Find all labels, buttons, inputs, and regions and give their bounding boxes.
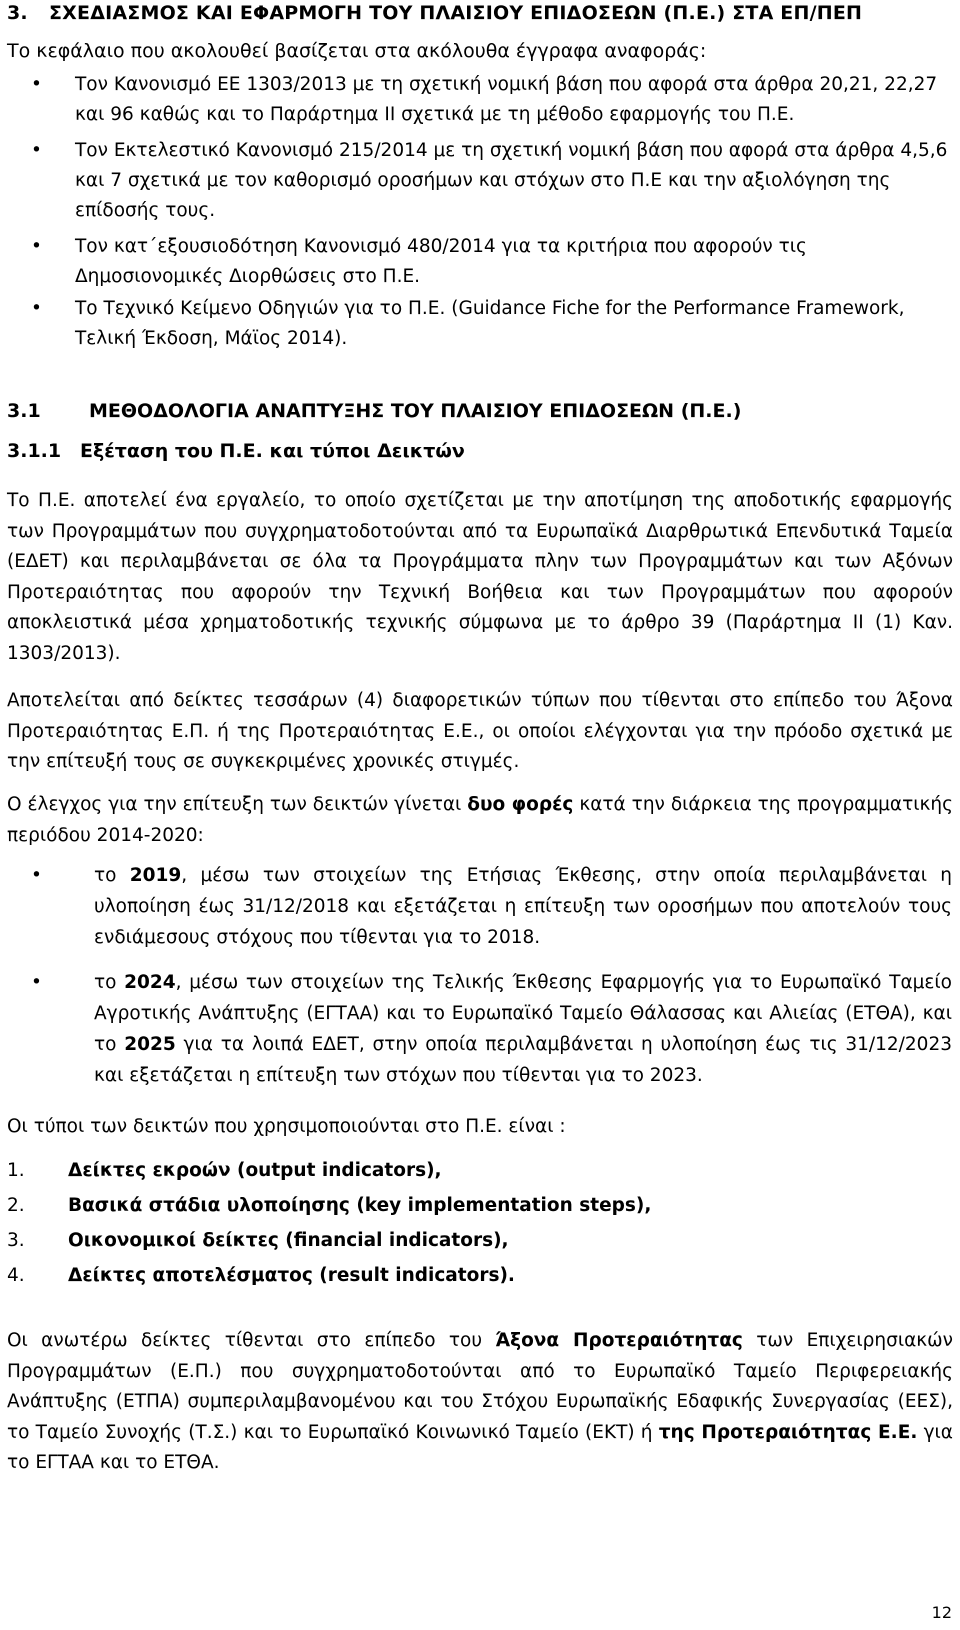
bullet-icon: • xyxy=(31,140,42,161)
chapter-title: ΣΧΕΔΙΑΣΜΟΣ ΚΑΙ ΕΦΑΡΜΟΓΗ ΤΟΥ ΠΛΑΙΣΙΟΥ ΕΠΙΔΟΣΕΩΝ (Π.Ε.) ΣΤΑ ΕΠ/ΠΕΠ xyxy=(49,2,863,24)
indicator-type-item: 3. Οικονομικοί δείκτες (financial indicators), xyxy=(7,1230,509,1251)
chapter-number: 3. xyxy=(7,2,28,24)
paragraph-indicator-types: Αποτελείται από δείκτες τεσσάρων (4) διαφορετικών τύπων που τίθενται στο επίπεδο του Άξονα Προτεραιότητας Ε.Π. ή της Προτεραιότητας Ε.Ε., οι οποίοι ελέγχονται για την πρόοδο σχετικά με την επίτευξή τους σε συγκεκριμένες χρονικές στιγμές. xyxy=(7,690,953,772)
indicator-type-item: 2. Βασικά στάδια υλοποίησης (key implementation steps), xyxy=(7,1195,652,1216)
bullet-icon: • xyxy=(31,865,42,886)
emphasis-text: δυο φορές xyxy=(467,794,574,815)
bullet-icon: • xyxy=(31,298,42,319)
page-number: 12 xyxy=(931,1603,952,1622)
indicator-type-item: 1. Δείκτες εκροών (output indicators), xyxy=(7,1160,442,1181)
bullet-icon: • xyxy=(31,972,42,993)
indicator-type-item: 4. Δείκτες αποτελέσματος (result indicators). xyxy=(7,1265,515,1286)
types-intro: Οι τύποι των δεικτών που χρησιμοποιούνται στο Π.Ε. είναι : xyxy=(7,1116,566,1137)
indicator-types-list xyxy=(0,1158,960,1298)
check-item: • το 2019, μέσω των στοιχείων της Ετήσιας Έκθεσης, στην οποία περιλαμβάνεται η υλοποίηση έως 31/12/2018 και εξετάζεται η επίτευξη των οροσήμων που αποτελούν τους ενδιάμεσους στόχους που τίθενται για το 2018. xyxy=(0,860,960,953)
section-heading-3-1-1 xyxy=(7,440,465,462)
bullet-icon: • xyxy=(31,74,42,95)
reference-item: • Το Τεχνικό Κείμενο Οδηγιών για το Π.Ε. (Guidance Fiche for the Performance Framework, Τελική Έκδοση, Μάϊος 2014). xyxy=(0,294,960,354)
chapter-heading xyxy=(7,2,862,24)
reference-list xyxy=(0,70,960,360)
section-title: ΜΕΘΟΔΟΛΟΓΙΑ ΑΝΑΠΤΥΞΗΣ ΤΟΥ ΠΛΑΙΣΙΟΥ ΕΠΙΔΟΣΕΩΝ (Π.Ε.) xyxy=(89,400,742,422)
paragraph-priority-axis: Οι ανωτέρω δείκτες τίθενται στο επίπεδο του Άξονα Προτεραιότητας των Επιχειρησιακών Προγραμμάτων (Ε.Π.) που συγχρηματοδοτούνται από το Ευρωπαϊκό Ταμείο Περιφερειακής Ανάπτυξης (ΕΤΠΑ) συμπεριλαμβανομένου και του Στόχου Ευρωπαϊκής Εδαφικής Συνεργασίας (ΕΕΣ), το Ταμείο Συνοχής (Τ.Σ.) και το Ευρωπαϊκό Κοινωνικό Ταμείο (ΕΚΤ) ή της Προτεραιότητας Ε.Ε. για το ΕΓΤΑΑ και το ΕΤΘΑ. xyxy=(7,1330,954,1473)
intro-text: Το κεφάλαιο που ακολουθεί βασίζεται στα ακόλουθα έγγραφα αναφοράς: xyxy=(7,40,707,62)
section-heading-3-1 xyxy=(7,400,741,422)
check-item: • το 2024, μέσω των στοιχείων της Τελικής Έκθεσης Εφαρμογής για το Ευρωπαϊκό Ταμείο Αγροτικής Ανάπτυξης (ΕΓΤΑΑ) και το Ευρωπαϊκό Ταμείο Θάλασσας και Αλιείας (ΕΤΘΑ), και το 2025 για τα λοιπά ΕΔΕΤ, στην οποία περιλαμβάνεται η υλοποίηση έως τις 31/12/2023 και εξετάζεται η επίτευξη των στόχων που τίθενται για το 2023. xyxy=(0,967,960,1091)
reference-item: • Τον Εκτελεστικό Κανονισμό 215/2014 με τη σχετική νομική βάση που αφορά στα άρθρα 4,5,6 και 7 σχετικά με τον καθορισμό οροσήμων και στόχων στο Π.Ε και την αξιολόγηση της επίδοσής τους. xyxy=(0,136,960,226)
section-number: 3.1 xyxy=(7,400,41,422)
section-title: Εξέταση του Π.Ε. και τύποι Δεικτών xyxy=(80,440,465,462)
paragraph-checks: Ο έλεγχος για την επίτευξη των δεικτών γίνεται δυο φορές κατά την διάρκεια της προγραμματικής περιόδου 2014-2020: xyxy=(7,794,953,846)
bullet-icon: • xyxy=(31,236,42,257)
paragraph-performance-framework: Το Π.Ε. αποτελεί ένα εργαλείο, το οποίο σχετίζεται με την αποτίμηση της αποδοτικής εφαρμογής των Προγραμμάτων που συγχρηματοδοτούνται από τα Ευρωπαϊκά Διαρθρωτικά Επενδυτικά Ταμεία (ΕΔΕΤ) και περιλαμβάνεται σε όλα τα Προγράμματα πλην των Προγραμμάτων και των Αξόνων Προτεραιότητας που αφορούν την Τεχνική Βοήθεια και των Προγραμμάτων που αφορούν αποκλειστικά μέσα χρηματοδοτικής τεχνικής σύμφωνα με το άρθρο 39 (Παράρτημα ΙΙ (1) Καν. 1303/2013). xyxy=(7,490,953,664)
section-number: 3.1.1 xyxy=(7,440,62,462)
reference-item: • Τον Κανονισμό ΕΕ 1303/2013 με τη σχετική νομική βάση που αφορά στα άρθρα 20,21, 22,27 και 96 καθώς και το Παράρτημα ΙΙ σχετικά με τη μέθοδο εφαρμογής του Π.Ε. xyxy=(0,70,960,130)
reference-item: • Τον κατ΄εξουσιοδότηση Κανονισμό 480/2014 για τα κριτήρια που αφορούν τις Δημοσιονομικές Διορθώσεις στο Π.Ε. xyxy=(0,232,960,292)
check-list xyxy=(0,860,960,1105)
